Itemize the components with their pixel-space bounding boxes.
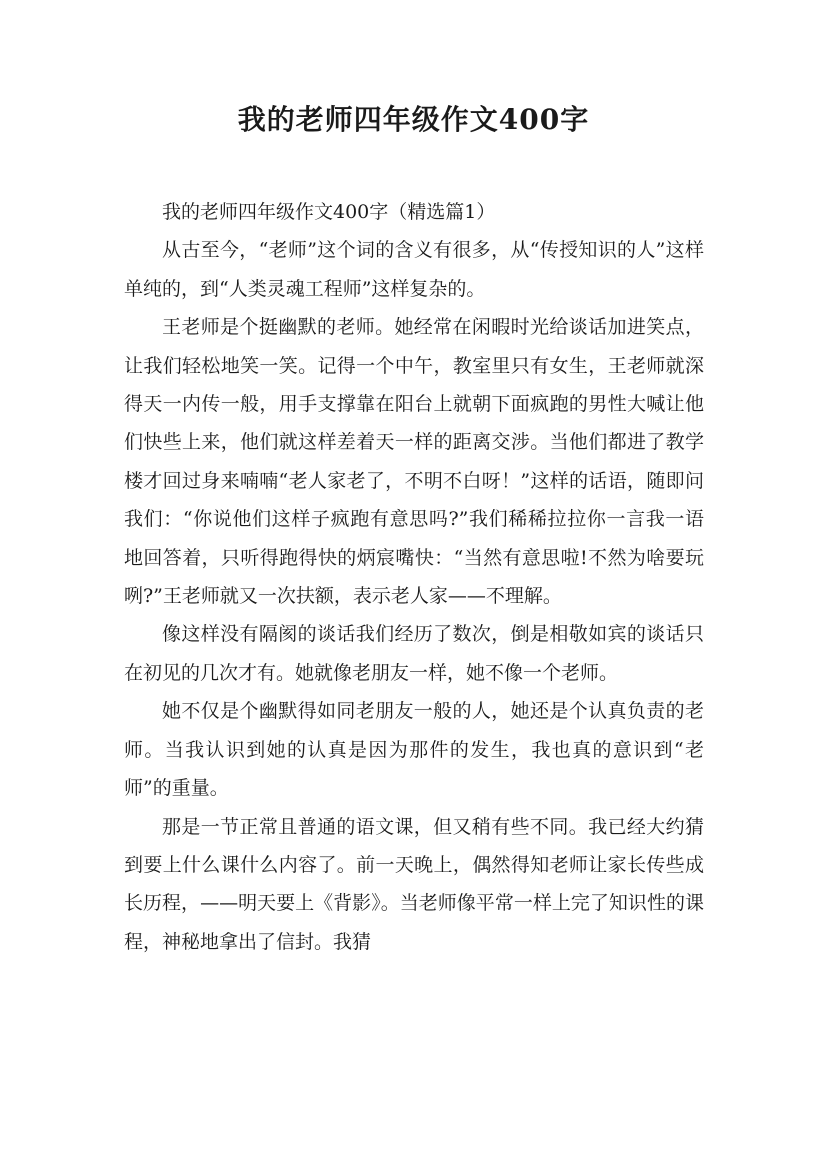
paragraph: 像这样没有隔阂的谈话我们经历了数次，倒是相敬如宾的谈话只在初见的几次才有。她就像老朋友一样，她不像一个老师。 <box>124 623 704 684</box>
subtitle-paragraph: 我的老师四年级作文400字（精选篇1） <box>162 201 496 223</box>
paragraph: 王老师是个挺幽默的老师。她经常在闲暇时光给谈话加进笑点，让我们轻松地笑一笑。记得一个中午，教室里只有女生，王老师就深得天一内传一般，用手支撑靠在阳台上就朝下面疯跑的男性大喊让他们快些上来，他们就这样差着天一样的距离交涉。当他们都进了教学楼才回过身来喃喃“老人家老了，不明不白呀！”这样的话语，随即问我们：“你说他们这样子疯跑有意思吗?”我们稀稀拉拉你一言我一语地回答着，只听得跑得快的炳宸嘴快：“当然有意思啦!不然为啥要玩咧?”王老师就又一次扶额，表示老人家——不理解。 <box>124 316 704 608</box>
document-body <box>124 193 704 961</box>
paragraph: 那是一节正常且普通的语文课，但又稍有些不同。我已经大约猜到要上什么课什么内容了。前一天晚上，偶然得知老师让家长传些成长历程，——明天要上《背影》。当老师像平常一样上完了知识性的课程，神秘地拿出了信封。我猜 <box>124 815 704 953</box>
document-title: 我的老师四年级作文400字 <box>237 103 590 136</box>
paragraph: 她不仅是个幽默得如同老朋友一般的人，她还是个认真负责的老师。当我认识到她的认真是因为那件的发生，我也真的意识到“老师”的重量。 <box>124 700 704 800</box>
paragraph: 从古至今，“老师”这个词的含义有很多，从“传授知识的人”这样单纯的，到“人类灵魂工程师”这样复杂的。 <box>124 239 704 300</box>
